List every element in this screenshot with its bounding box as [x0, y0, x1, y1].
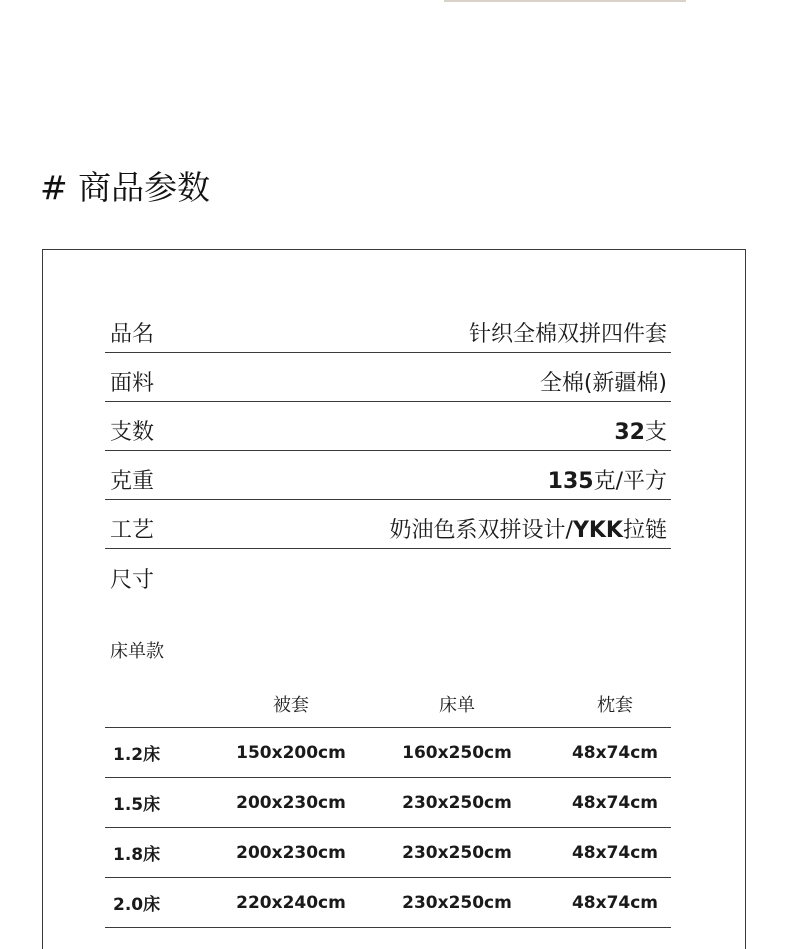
- param-label: 面料: [110, 371, 155, 396]
- table-cell: 230x250cm: [402, 842, 512, 863]
- table-cell: 48x74cm: [571, 842, 659, 863]
- param-row-name: [105, 304, 671, 353]
- table-cell: 230x250cm: [402, 792, 512, 813]
- table-cell: 220x240cm: [236, 892, 346, 913]
- table-row: [105, 728, 671, 778]
- param-value: 针织全棉双拼四件套: [468, 322, 667, 347]
- param-row-thread-count: [105, 402, 671, 451]
- table-cell: 200x230cm: [236, 792, 346, 813]
- parameters-list: [105, 304, 671, 598]
- table-header: [105, 680, 671, 728]
- table-cell: 200x230cm: [236, 842, 346, 863]
- table-cell: 48x74cm: [571, 792, 659, 813]
- table-cell: 230x250cm: [402, 892, 512, 913]
- table-cell: 150x200cm: [236, 742, 346, 763]
- column-header: 被套: [273, 694, 309, 716]
- param-value: 全棉(新疆棉): [539, 371, 667, 396]
- param-label: 克重: [110, 469, 155, 494]
- table-row: [105, 828, 671, 878]
- column-header: 床单: [439, 694, 475, 716]
- param-value: 奶油色系双拼设计/YKK拉链: [389, 518, 667, 543]
- param-row-fabric: [105, 353, 671, 402]
- param-value: 32支: [614, 420, 667, 445]
- top-image-edge: [444, 0, 686, 2]
- size-table: [105, 680, 671, 928]
- column-header: 枕套: [597, 694, 633, 716]
- table-cell: 2.0床: [113, 895, 161, 915]
- param-label: 尺寸: [110, 568, 155, 593]
- param-value: 135克/平方: [547, 469, 667, 494]
- table-cell: 48x74cm: [571, 892, 659, 913]
- table-cell: 1.2床: [113, 745, 161, 765]
- table-cell: 48x74cm: [571, 742, 659, 763]
- size-subtitle: 床单款: [110, 641, 164, 662]
- param-label: 支数: [110, 420, 155, 445]
- table-row: [105, 778, 671, 828]
- parameters-card: [42, 249, 746, 949]
- table-cell: 1.5床: [113, 795, 161, 815]
- table-cell: 1.8床: [113, 845, 161, 865]
- param-row-weight: [105, 451, 671, 500]
- param-row-size: [105, 549, 671, 598]
- param-row-craft: [105, 500, 671, 549]
- param-label: 品名: [110, 322, 155, 347]
- table-row: [105, 878, 671, 928]
- section-title: # 商品参数: [40, 168, 211, 207]
- table-cell: 160x250cm: [402, 742, 512, 763]
- param-label: 工艺: [110, 518, 155, 543]
